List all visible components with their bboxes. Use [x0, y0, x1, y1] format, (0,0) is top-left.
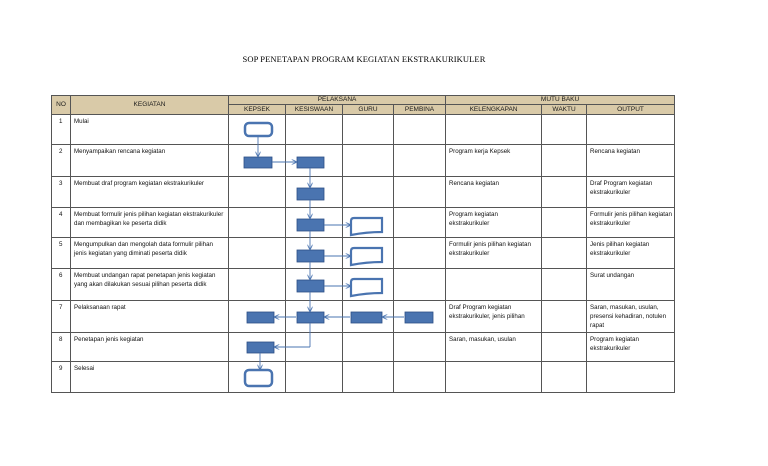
kepsek-cell — [229, 269, 286, 301]
kepsek-cell — [229, 145, 286, 177]
waktu-cell — [542, 145, 587, 177]
kepsek-cell — [229, 362, 286, 393]
table-row — [52, 208, 675, 238]
output-cell: Draf Program kegiatan ekstrakurikuler — [587, 177, 675, 208]
kesiswaan-cell — [286, 115, 343, 145]
kegiatan-cell: Membuat formulir jenis pilihan kegiatan ekstrakurikuler dan membagikan ke peserta didik — [71, 208, 229, 238]
row-number: 5 — [52, 238, 71, 269]
kelengkapan-cell: Program kegiatan ekstrakurikuler — [446, 208, 542, 238]
output-cell: Jenis pilihan kegiatan ekstrakurikuler — [587, 238, 675, 269]
row-number: 3 — [52, 177, 71, 208]
header-kepsek: KEPSEK — [229, 105, 286, 115]
header-pembina: PEMBINA — [394, 105, 446, 115]
guru-cell — [343, 269, 394, 301]
header-waktu: WAKTU — [542, 105, 587, 115]
kepsek-cell — [229, 208, 286, 238]
table-row — [52, 362, 675, 393]
kelengkapan-cell: Saran, masukan, usulan — [446, 333, 542, 362]
kelengkapan-cell: Draf Program kegiatan ekstrakurikuler, jenis pilihan — [446, 301, 542, 333]
guru-cell — [343, 238, 394, 269]
kelengkapan-cell: Formulir jenis pilihan kegiatan ekstrakurikuler — [446, 238, 542, 269]
waktu-cell — [542, 208, 587, 238]
table-row — [52, 115, 675, 145]
waktu-cell — [542, 362, 587, 393]
header-guru: GURU — [343, 105, 394, 115]
guru-cell — [343, 177, 394, 208]
output-cell: Formulir jenis pilihan kegiatan ekstrakurikuler — [587, 208, 675, 238]
table-row — [52, 269, 675, 301]
pembina-cell — [394, 362, 446, 393]
table-row — [52, 177, 675, 208]
kelengkapan-cell — [446, 269, 542, 301]
guru-cell — [343, 301, 394, 333]
waktu-cell — [542, 115, 587, 145]
kelengkapan-cell: Program kerja Kepsek — [446, 145, 542, 177]
output-cell — [587, 115, 675, 145]
row-number: 9 — [52, 362, 71, 393]
header-kelengkapan: KELENGKAPAN — [446, 105, 542, 115]
table-row — [52, 238, 675, 269]
row-number: 8 — [52, 333, 71, 362]
row-number: 7 — [52, 301, 71, 333]
kesiswaan-cell — [286, 177, 343, 208]
kelengkapan-cell — [446, 362, 542, 393]
output-cell: Rencana kegiatan — [587, 145, 675, 177]
kegiatan-cell: Penetapan jenis kegiatan — [71, 333, 229, 362]
output-cell — [587, 362, 675, 393]
guru-cell — [343, 145, 394, 177]
row-number: 2 — [52, 145, 71, 177]
pembina-cell — [394, 115, 446, 145]
waktu-cell — [542, 333, 587, 362]
waktu-cell — [542, 269, 587, 301]
waktu-cell — [542, 301, 587, 333]
pembina-cell — [394, 208, 446, 238]
waktu-cell — [542, 177, 587, 208]
header-output: OUTPUT — [587, 105, 675, 115]
kegiatan-cell: Menyampaikan rencana kegiatan — [71, 145, 229, 177]
header-no: NO — [52, 96, 71, 115]
kegiatan-cell: Membuat undangan rapat penetapan jenis kegiatan yang akan dilakukan sesuai pilihan peserta didik — [71, 269, 229, 301]
kelengkapan-cell — [446, 115, 542, 145]
kepsek-cell — [229, 333, 286, 362]
kepsek-cell — [229, 115, 286, 145]
kepsek-cell — [229, 301, 286, 333]
kesiswaan-cell — [286, 362, 343, 393]
kegiatan-cell: Selesai — [71, 362, 229, 393]
kepsek-cell — [229, 238, 286, 269]
kelengkapan-cell: Rencana kegiatan — [446, 177, 542, 208]
pembina-cell — [394, 177, 446, 208]
pembina-cell — [394, 238, 446, 269]
kegiatan-cell: Membuat draf program kegiatan ekstrakurikuler — [71, 177, 229, 208]
output-cell: Surat undangan — [587, 269, 675, 301]
row-number: 4 — [52, 208, 71, 238]
output-cell: Program kegiatan ekstrakurikuler — [587, 333, 675, 362]
pembina-cell — [394, 301, 446, 333]
table-row — [52, 145, 675, 177]
table-row — [52, 301, 675, 333]
kesiswaan-cell — [286, 301, 343, 333]
guru-cell — [343, 208, 394, 238]
guru-cell — [343, 333, 394, 362]
guru-cell — [343, 115, 394, 145]
table-row — [52, 333, 675, 362]
output-cell: Saran, masukan, usulan, presensi kehadiran, notulen rapat — [587, 301, 675, 333]
kepsek-cell — [229, 177, 286, 208]
row-number: 1 — [52, 115, 71, 145]
kegiatan-cell: Mulai — [71, 115, 229, 145]
sop-table — [51, 95, 675, 393]
pembina-cell — [394, 145, 446, 177]
kesiswaan-cell — [286, 145, 343, 177]
kegiatan-cell: Mengumpulkan dan mengolah data formulir pilihan jenis kegiatan yang diminati peserta didik — [71, 238, 229, 269]
kesiswaan-cell — [286, 238, 343, 269]
kesiswaan-cell — [286, 269, 343, 301]
pembina-cell — [394, 269, 446, 301]
guru-cell — [343, 362, 394, 393]
header-pelaksana: PELAKSANA — [229, 96, 446, 105]
kesiswaan-cell — [286, 333, 343, 362]
kesiswaan-cell — [286, 208, 343, 238]
waktu-cell — [542, 238, 587, 269]
kegiatan-cell: Pelaksanaan rapat — [71, 301, 229, 333]
header-mutu-baku: MUTU BAKU — [446, 96, 675, 105]
page-title: SOP PENETAPAN PROGRAM KEGIATAN EKSTRAKURIKULER — [242, 54, 486, 64]
header-kesiswaan: KESISWAAN — [286, 105, 343, 115]
header-kegiatan: KEGIATAN — [71, 96, 229, 115]
row-number: 6 — [52, 269, 71, 301]
pembina-cell — [394, 333, 446, 362]
